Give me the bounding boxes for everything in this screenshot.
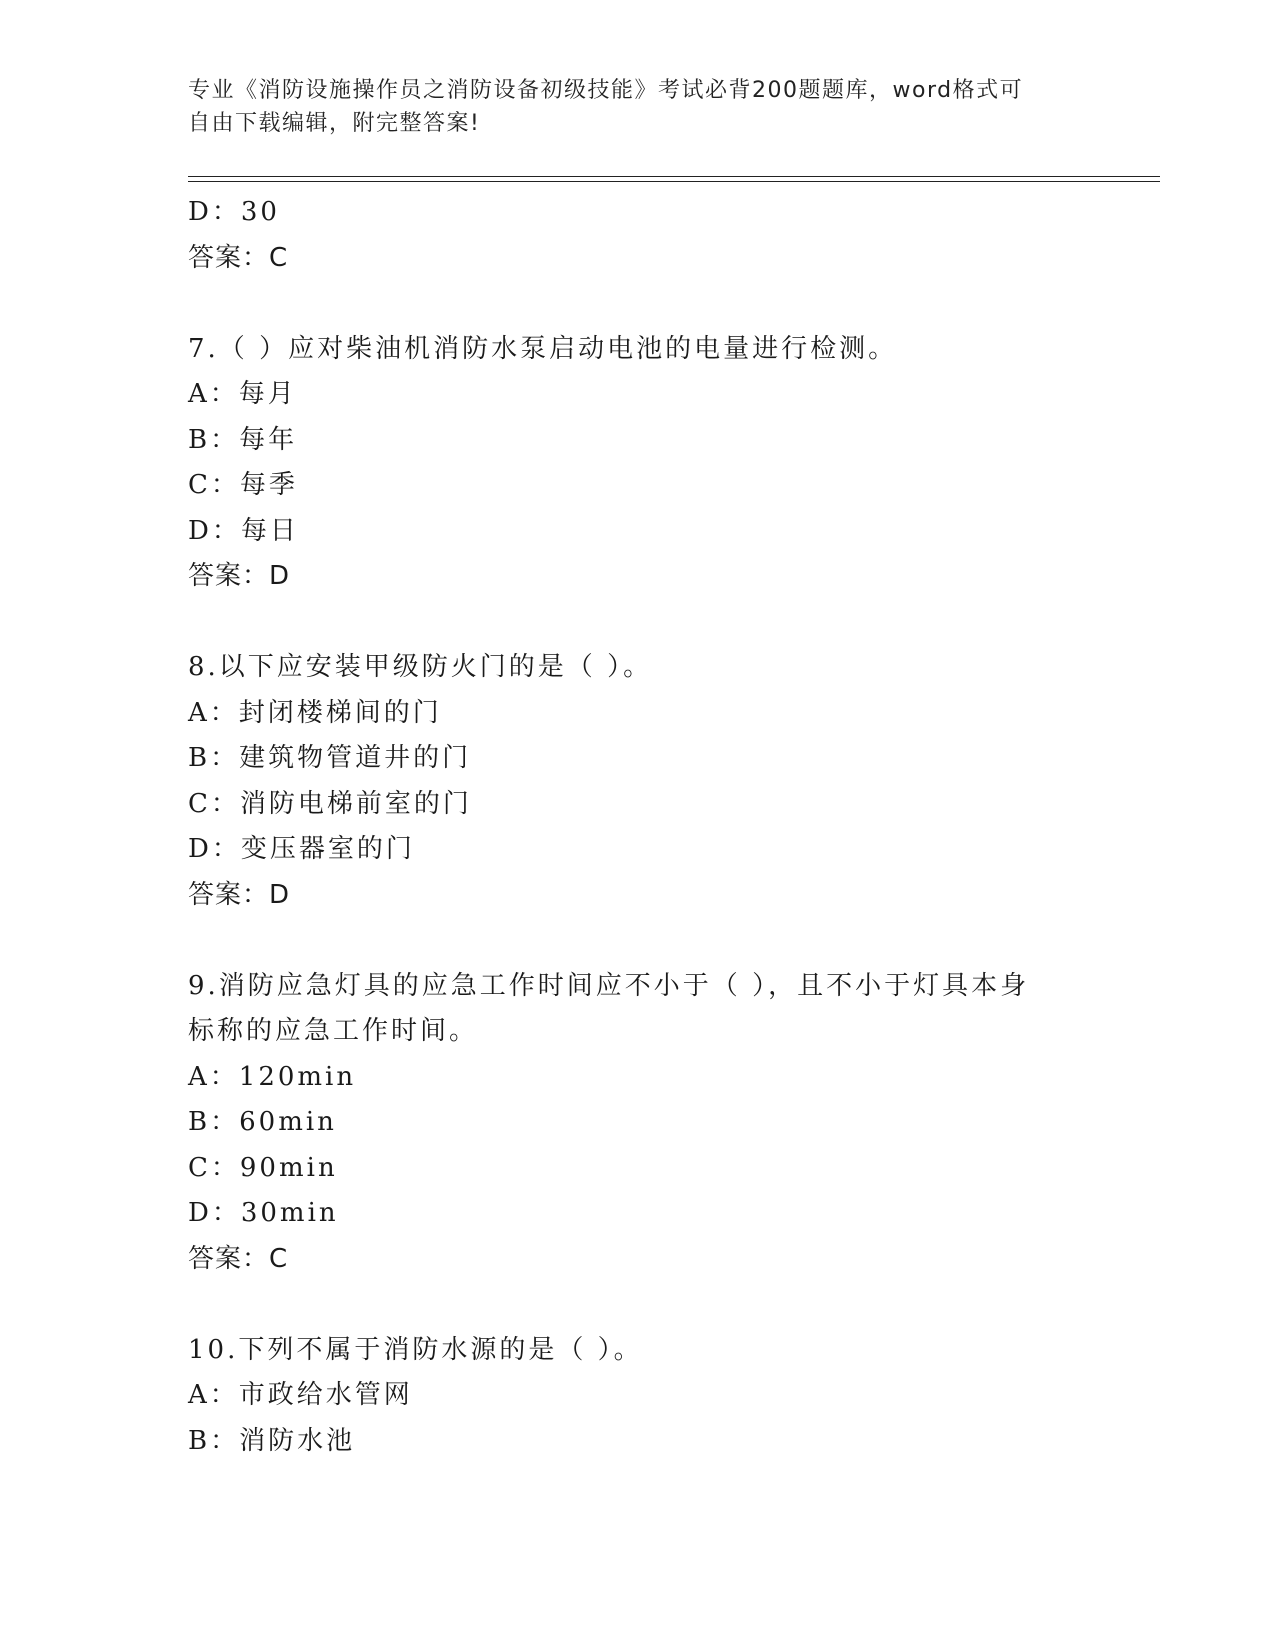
spacer [188, 281, 1088, 327]
header-line-1: 专业《消防设施操作员之消防设备初级技能》考试必背200题题库，word格式可 [188, 78, 1024, 103]
spacer [188, 1282, 1088, 1328]
document-header [188, 74, 1068, 140]
question-text-line-1: 9.消防应急灯具的应急工作时间应不小于（ ），且不小于灯具本身 [188, 970, 1030, 1001]
question-text: 10.下列不属于消防水源的是（ ）。 [188, 1334, 643, 1365]
option-c: C：90min [188, 1152, 338, 1183]
answer-line: 答案：D [188, 561, 291, 591]
question-text: 8.以下应安装甲级防火门的是（ ）。 [188, 652, 653, 682]
option-d: D：变压器室的门 [188, 834, 415, 864]
option-d: D：30min [188, 1198, 339, 1228]
question-content [188, 190, 1088, 1464]
answer-line: 答案：C [188, 1243, 289, 1274]
option-b: B：消防水池 [188, 1425, 356, 1456]
option-a: A：市政给水管网 [188, 1380, 413, 1410]
answer-line: 答案：D [188, 879, 291, 910]
option-b: B：60min [188, 1107, 337, 1137]
option-d: D：每日 [188, 515, 299, 546]
option-c: C：消防电梯前室的门 [188, 788, 472, 819]
answer-line: 答案：C [188, 242, 289, 273]
spacer [188, 918, 1088, 964]
question-fragment [188, 190, 1088, 281]
question-10 [188, 1328, 1088, 1465]
option-c: C：每季 [188, 470, 298, 500]
header-divider-bottom [188, 181, 1160, 182]
header-divider-top [188, 176, 1160, 177]
question-8 [188, 645, 1088, 918]
spacer [188, 600, 1088, 646]
question-9 [188, 964, 1088, 1283]
option-a: A：120min [188, 1061, 357, 1092]
option-b: B：每年 [188, 424, 298, 455]
header-line-2: 自由下载编辑，附完整答案! [188, 111, 481, 136]
option-a: A：封闭楼梯间的门 [188, 697, 442, 728]
question-text: 7.（ ）应对柴油机消防水泵启动电池的电量进行检测。 [188, 333, 898, 364]
option-d: D：30 [188, 197, 280, 227]
option-a: A：每月 [188, 379, 297, 409]
option-b: B：建筑物管道井的门 [188, 743, 472, 773]
question-7 [188, 327, 1088, 600]
question-text-line-2: 标称的应急工作时间。 [188, 1016, 479, 1046]
